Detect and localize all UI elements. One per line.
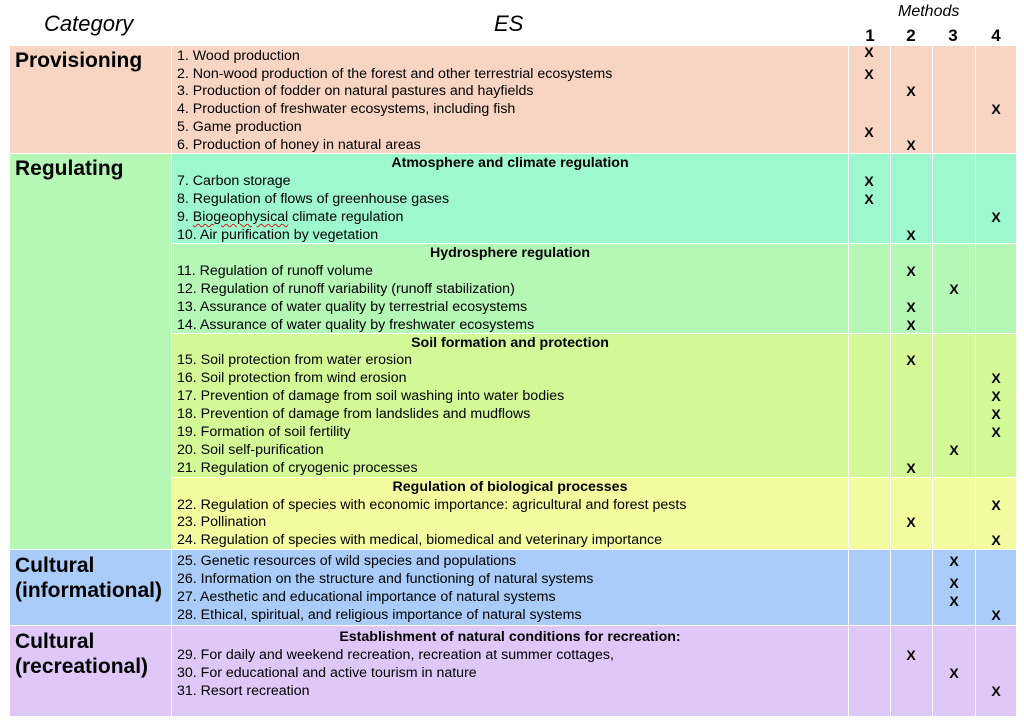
method-1-mark: X <box>864 66 874 82</box>
method-1-mark: X <box>864 173 874 189</box>
list-item: 8. Regulation of flows of greenhouse gases <box>177 191 450 207</box>
method-4-mark: X <box>991 370 1001 386</box>
list-item: 31. Resort recreation <box>177 683 310 699</box>
subhead-atmosphere: Atmosphere and climate regulation <box>391 155 629 171</box>
list-item: 26. Information on the structure and functioning of natural systems <box>177 571 594 587</box>
method-1-mark: X <box>864 124 874 140</box>
list-item: 11. Regulation of runoff volume <box>177 263 373 279</box>
list-item: 16. Soil protection from wind erosion <box>177 370 407 386</box>
item-text-suffix: climate regulation <box>288 209 404 225</box>
subhead-biological: Regulation of biological processes <box>392 479 628 495</box>
method-4-mark: X <box>991 532 1001 548</box>
list-item: 18. Prevention of damage from landslides and mudflows <box>177 406 531 422</box>
method-2-mark: X <box>906 299 916 315</box>
item-text-prefix: 9. <box>177 209 193 225</box>
list-item: 10. Air purification by vegetation <box>177 227 379 243</box>
method-2-header: 2 <box>906 26 916 45</box>
method-2-mark: X <box>906 352 916 368</box>
list-item: 20. Soil self-purification <box>177 442 324 458</box>
list-item: 7. Carbon storage <box>177 173 291 189</box>
category-cultural-informational-line2: (informational) <box>15 579 162 602</box>
category-regulating: Regulating <box>15 157 124 180</box>
list-item: 17. Prevention of damage from soil washing into water bodies <box>177 388 565 404</box>
method-4-header: 4 <box>991 26 1001 45</box>
subhead-recreation: Establishment of natural conditions for recreation: <box>339 629 681 645</box>
method-1-header: 1 <box>865 26 875 45</box>
method-3-header: 3 <box>948 26 958 45</box>
method-2-mark: X <box>906 263 916 279</box>
method-2-mark: X <box>906 460 916 476</box>
method-4-mark: X <box>991 607 1001 623</box>
method-4-mark: X <box>991 388 1001 404</box>
category-provisioning: Provisioning <box>15 49 143 72</box>
list-item: 4. Production of freshwater ecosystems, including fish <box>177 101 516 117</box>
list-item <box>177 209 403 226</box>
category-cultural-recreational-line2: (recreational) <box>15 655 149 678</box>
method-3-mark: X <box>949 575 959 591</box>
list-item: 12. Regulation of runoff variability (runoff stabilization) <box>177 281 515 297</box>
list-item: 21. Regulation of cryogenic processes <box>177 460 418 476</box>
method-4-mark: X <box>991 683 1001 699</box>
list-item: 22. Regulation of species with economic importance: agricultural and forest pests <box>177 497 687 513</box>
list-item: 3. Production of fodder on natural pastures and hayfields <box>177 83 534 99</box>
method-3-mark: X <box>949 281 959 297</box>
method-3-mark: X <box>949 593 959 609</box>
list-item: 14. Assurance of water quality by freshwater ecosystems <box>177 317 535 333</box>
method-2-mark: X <box>906 83 916 99</box>
method-3-mark: X <box>949 442 959 458</box>
list-item: 13. Assurance of water quality by terrestrial ecosystems <box>177 299 528 315</box>
method-2-mark: X <box>906 317 916 333</box>
regulating-label-cell <box>10 154 171 549</box>
list-item: 23. Pollination <box>177 514 267 530</box>
list-item: 27. Aesthetic and educational importance of natural systems <box>177 589 556 605</box>
subhead-soil: Soil formation and protection <box>411 335 609 351</box>
category-cultural-recreational-line1: Cultural <box>15 630 95 653</box>
category-column-header: Category <box>44 11 134 36</box>
methods-column-header: Methods <box>898 3 960 20</box>
method-2-mark: X <box>906 647 916 663</box>
subhead-hydrosphere: Hydrosphere regulation <box>429 245 591 261</box>
method-1-mark: X <box>864 191 874 207</box>
list-item: 28. Ethical, spiritual, and religious importance of natural systems <box>177 607 582 623</box>
method-4-mark: X <box>991 406 1001 422</box>
method-4-mark: X <box>991 424 1001 440</box>
method-3-mark: X <box>949 665 959 681</box>
method-4-mark: X <box>991 209 1001 225</box>
item-text-spellcheck: Biogeophysical <box>192 209 289 225</box>
category-cultural-informational-line1: Cultural <box>15 554 95 577</box>
method-3-mark: X <box>949 553 959 569</box>
method-4-mark: X <box>991 101 1001 117</box>
list-item: 2. Non-wood production of the forest and other terrestrial ecosystems <box>177 66 613 82</box>
list-item: 24. Regulation of species with medical, biomedical and veterinary importance <box>177 532 662 548</box>
list-item: 5. Game production <box>177 119 302 135</box>
list-item: 15. Soil protection from water erosion <box>177 352 412 368</box>
list-item: 6. Production of honey in natural areas <box>177 137 421 153</box>
list-item: 1. Wood production <box>177 48 300 64</box>
es-column-header: ES <box>494 11 524 36</box>
list-item: 25. Genetic resources of wild species and populations <box>177 553 517 569</box>
method-4-mark: X <box>991 497 1001 513</box>
list-item: 29. For daily and weekend recreation, recreation at summer cottages, <box>177 647 614 663</box>
method-2-mark: X <box>906 227 916 243</box>
method-2-mark: X <box>906 137 916 153</box>
list-item: 19. Formation of soil fertility <box>177 424 351 440</box>
list-item: 30. For educational and active tourism in nature <box>177 665 477 681</box>
method-1-mark: X <box>864 44 874 60</box>
method-2-mark: X <box>906 514 916 530</box>
